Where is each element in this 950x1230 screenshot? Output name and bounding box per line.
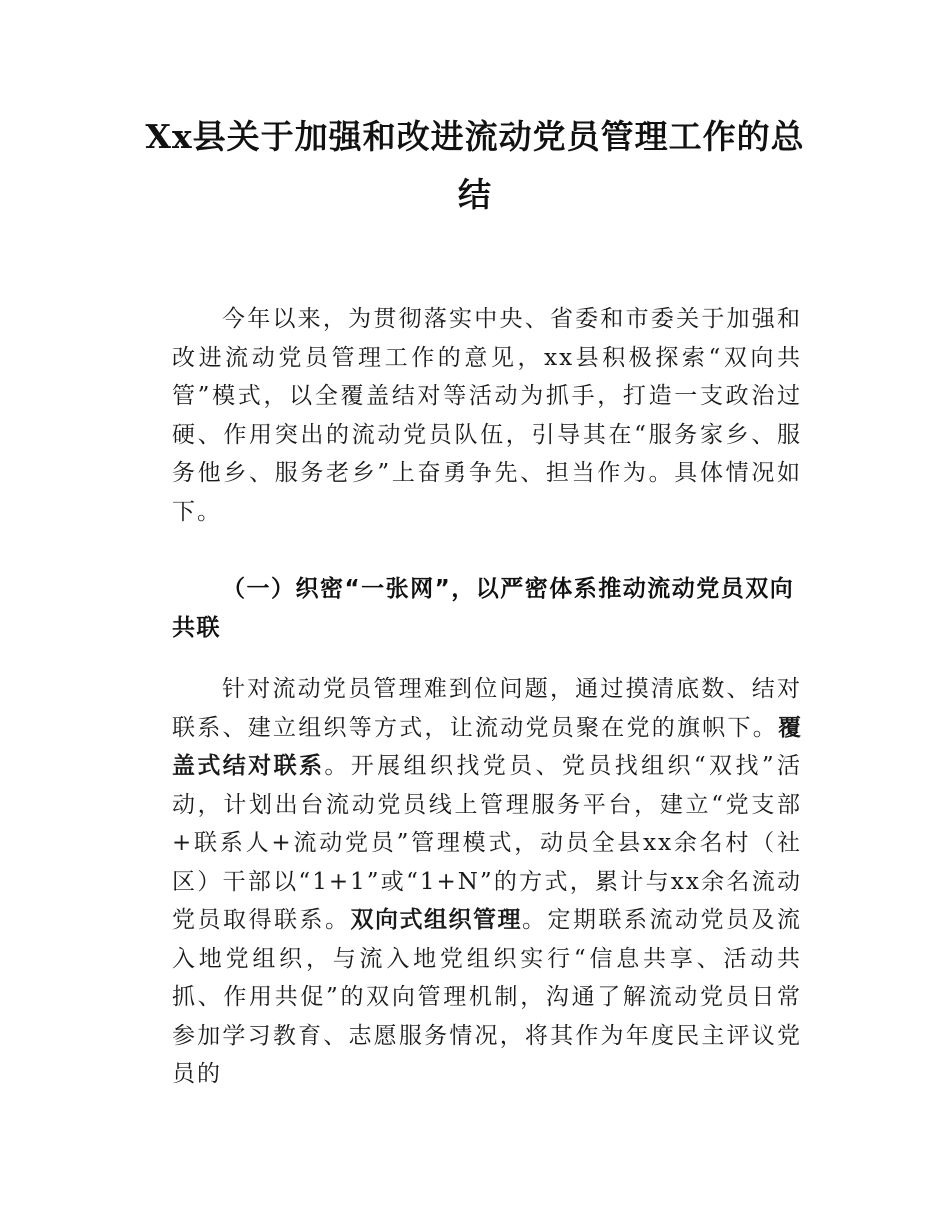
document-title: Xx县关于加强和改进流动党员管理工作的总结: [145, 117, 805, 214]
section-paragraph: [172, 670, 802, 1094]
section-lead: 针对流动党员管理难到位问题，通过摸清底数、结对联系、建立组织等方式，让流动党员聚在党的旗帜下。: [172, 676, 802, 741]
subheading-coverage-pairing: 覆盖式结对联系: [172, 714, 802, 779]
section-text-2: 。定期联系流动党员及流入地党组织，与流入地党组织实行“信息共享、活动共抓、作用共促”的双向管理机制，沟通了解流动党员日常参加学习教育、志愿服务情况，将其作为年度民主评议党员的: [172, 907, 802, 1087]
section-heading: （一）织密“一张网”，以严密体系推动流动党员双向共联: [172, 576, 795, 641]
section-text-1: 。开展组织找党员、党员找组织“双找”活动，计划出台流动党员线上管理服务平台，建立“党支部+联系人+流动党员”管理模式，动员全县xx余名村（社区）干部以“1+1”或“1+N”的方式，累计与xx余名流动党员取得联系。: [172, 753, 802, 933]
intro-paragraph: 今年以来，为贯彻落实中央、省委和市委关于加强和改进流动党员管理工作的意见，xx县积极探索“双向共管”模式，以全覆盖结对等活动为抓手，打造一支政治过硬、作用突出的流动党员队伍，引导其在“服务家乡、服务他乡、服务老乡”上奋勇争先、担当作为。具体情况如下。: [172, 306, 802, 525]
subheading-two-way-management: 双向式组织管理: [350, 907, 522, 933]
